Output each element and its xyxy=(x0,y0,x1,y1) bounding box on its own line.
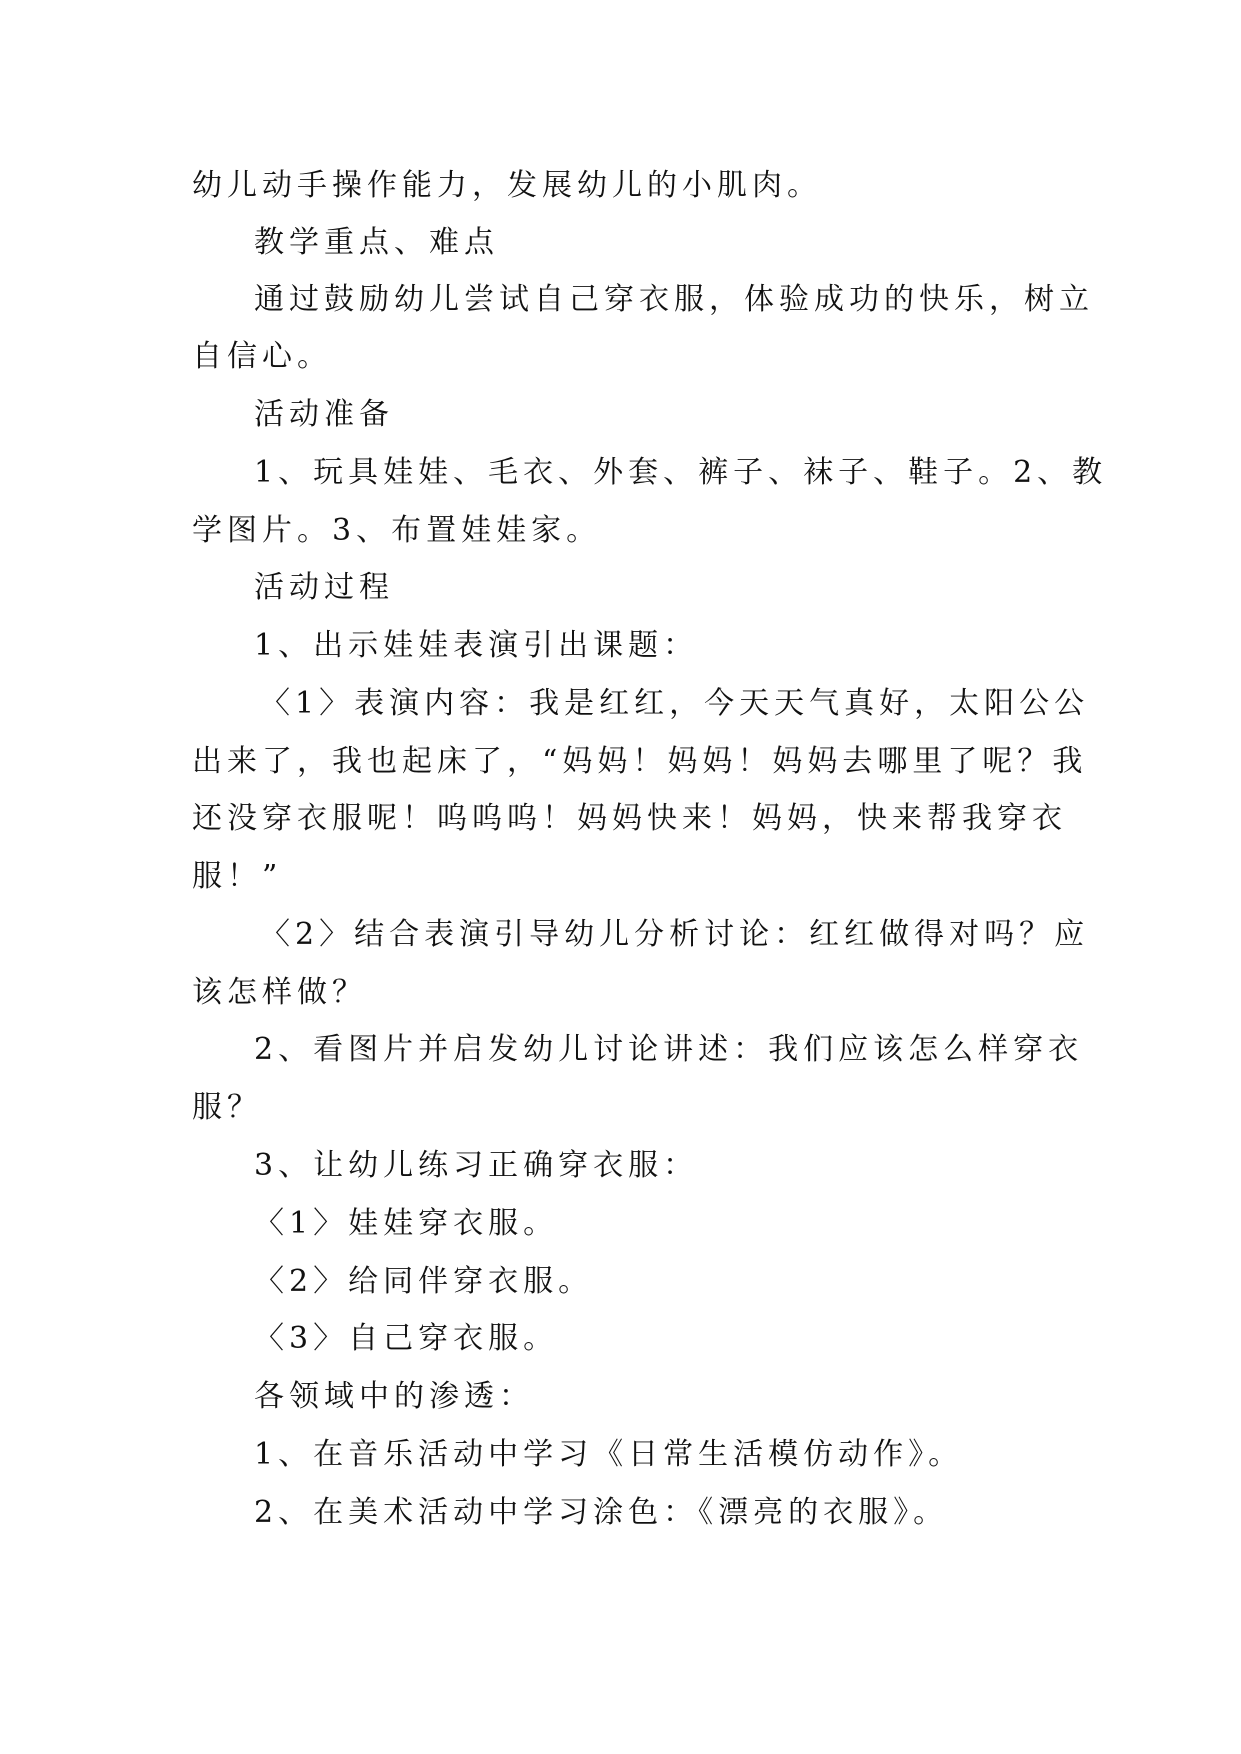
text-line-1: 幼儿动手操作能力，发展幼儿的小肌肉。 xyxy=(192,168,822,203)
text-line-17: 服？ xyxy=(192,1090,262,1125)
text-line-19: 〈1〉娃娃穿衣服。 xyxy=(254,1206,559,1241)
text-line-10: 〈1〉表演内容：我是红红，今天天气真好，太阳公公 xyxy=(260,686,1090,721)
text-line-7: 学图片。3、布置娃娃家。 xyxy=(192,513,602,548)
text-line-23: 1、在音乐活动中学习《日常生活模仿动作》。 xyxy=(254,1437,964,1472)
section-heading-process: 活动过程 xyxy=(254,570,394,605)
text-line-24: 2、在美术活动中学习涂色：《漂亮的衣服》。 xyxy=(254,1495,949,1530)
text-line-12: 还没穿衣服呢！呜呜呜！妈妈快来！妈妈，快来帮我穿衣 xyxy=(192,801,1067,836)
section-heading-key-points: 教学重点、难点 xyxy=(254,225,499,260)
text-line-20: 〈2〉给同伴穿衣服。 xyxy=(254,1264,594,1299)
section-heading-preparation: 活动准备 xyxy=(254,397,394,432)
text-line-6: 1、玩具娃娃、毛衣、外套、裤子、袜子、鞋子。2、教 xyxy=(254,455,1108,490)
section-heading-integration: 各领域中的渗透： xyxy=(254,1379,534,1414)
text-line-16: 2、看图片并启发幼儿讨论讲述：我们应该怎么样穿衣 xyxy=(254,1032,1084,1067)
text-line-9: 1、出示娃娃表演引出课题： xyxy=(254,628,699,663)
text-line-13: 服！” xyxy=(192,859,283,894)
text-line-3: 通过鼓励幼儿尝试自己穿衣服，体验成功的快乐，树立 xyxy=(254,282,1094,317)
text-line-15: 该怎样做？ xyxy=(192,975,367,1010)
text-line-4: 自信心。 xyxy=(192,339,332,374)
text-line-11: 出来了，我也起床了，“妈妈！妈妈！妈妈去哪里了呢？我 xyxy=(192,744,1088,779)
text-line-21: 〈3〉自己穿衣服。 xyxy=(254,1321,559,1356)
text-line-18: 3、让幼儿练习正确穿衣服： xyxy=(254,1148,699,1183)
text-line-14: 〈2〉结合表演引导幼儿分析讨论：红红做得对吗？应 xyxy=(260,917,1090,952)
